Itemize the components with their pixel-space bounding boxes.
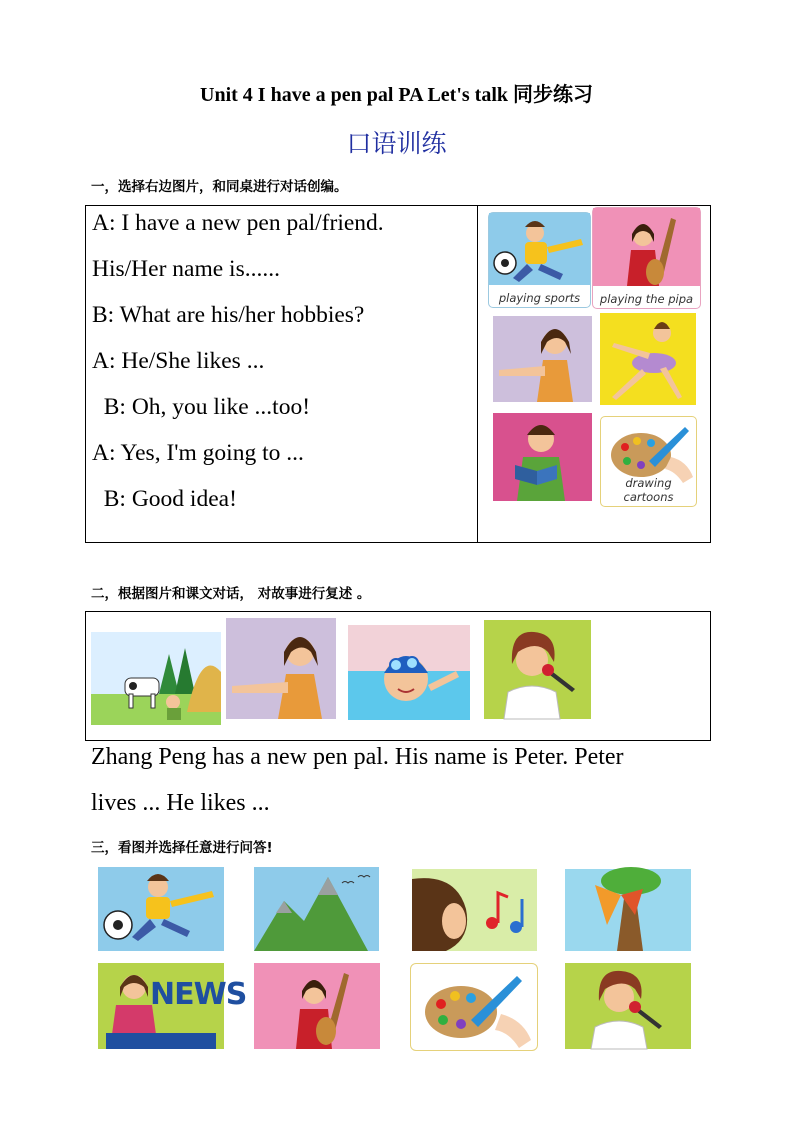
swimming-boy-illustration (348, 625, 470, 720)
grid-soccer-picture (98, 867, 224, 951)
caption-playing-pipa: playing the pipa (599, 292, 694, 306)
girl-pointing-illustration (493, 316, 592, 402)
singing-woman-grid-illustration (565, 963, 691, 1049)
singing-woman-illustration (484, 620, 591, 719)
dialogue-line-6: A: Yes, I'm going to ... (92, 440, 304, 466)
kite-tree-illustration (565, 869, 691, 951)
story-line-2: lives ... He likes ... (91, 790, 270, 816)
reading-boy-illustration (493, 413, 592, 501)
story-line-1: Zhang Peng has a new pen pal. His name is Peter. Peter (91, 744, 624, 770)
dialogue-line-2: His/Her name is...... (92, 256, 280, 282)
grid-painting-picture (410, 963, 538, 1051)
music-ear-illustration (412, 869, 537, 951)
caption-playing-sports: playing sports (498, 291, 581, 305)
mountain-illustration (254, 867, 379, 951)
singing-picture (484, 620, 591, 719)
grid-kite-picture (565, 869, 691, 951)
girl-pointing-picture (493, 316, 592, 402)
boy-reading-picture (493, 413, 592, 501)
farm-picture (91, 632, 221, 725)
grid-singing-picture (565, 963, 691, 1049)
drawing-cartoons-picture (600, 416, 697, 507)
grid-pipa-picture (254, 963, 380, 1049)
grid-mountain-picture (254, 867, 379, 951)
girl-pointing-story-illustration (226, 618, 336, 719)
section1-heading: 一，选择右边图片，和同桌进行对话创编。 (91, 179, 348, 195)
playing-pipa-picture (592, 207, 701, 309)
section2-heading: 二，根据图片和课文对话， 对故事进行复述 。 (91, 586, 371, 602)
dancing-girl-picture (600, 313, 696, 405)
dialogue-line-3: B: What are his/her hobbies? (92, 302, 365, 328)
playing-sports-picture (488, 212, 591, 308)
table-divider (477, 206, 478, 542)
soccer-boy-grid-illustration (98, 867, 224, 951)
palette-grid-illustration (411, 964, 537, 1050)
ballet-girl-illustration (600, 313, 696, 405)
swimming-picture (348, 625, 470, 720)
grid-music-picture (412, 869, 537, 951)
news-text: NEWS (150, 977, 247, 1012)
dialogue-line-1: A: I have a new pen pal/friend. (92, 210, 384, 236)
page-subtitle: 口语训练 (346, 129, 447, 158)
dialogue-line-5: B: Oh, you like ...too! (92, 394, 311, 420)
page-title: Unit 4 I have a pen pal PA Let's talk 同步练习 (200, 84, 593, 106)
girl-pointing-story-picture (226, 618, 336, 719)
dialogue-line-4: A: He/She likes ... (92, 348, 265, 374)
caption-drawing-cartoons: drawing cartoons (623, 476, 674, 504)
grid-news-picture (98, 963, 247, 1049)
pipa-girl-grid-illustration (254, 963, 380, 1049)
dialogue-line-7: B: Good idea! (92, 486, 237, 512)
farm-cow-illustration (91, 632, 221, 725)
section3-heading: 三，看图并选择任意进行问答! (91, 840, 273, 856)
